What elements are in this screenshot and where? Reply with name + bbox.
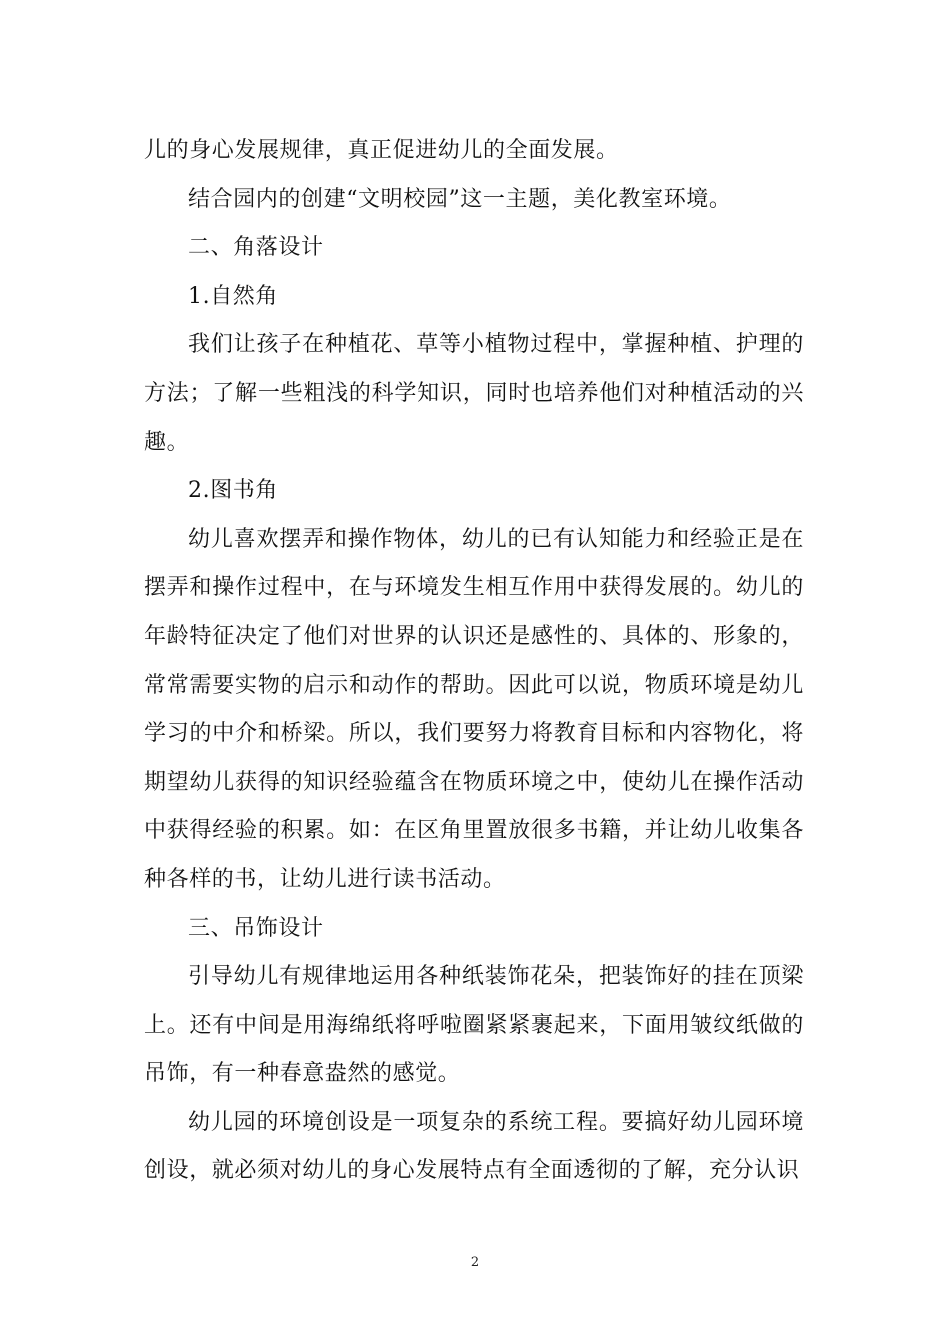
page-number: 2 <box>470 1255 480 1270</box>
paragraph: 结合园内的创建“文明校园”这一主题，美化教室环境。 <box>188 186 732 212</box>
paragraph: 幼儿喜欢摆弄和操作物体，幼儿的已有认知能力和经验正是在摆弄和操作过程中，在与环境发生相互作用中获得发展的。幼儿的年龄特征决定了他们对世界的认识还是感性的、具体的、形象的，常常需要实物的启示和动作的帮助。因此可以说，物质环境是幼儿学习的中介和桥梁。所以，我们要努力将教育目标和内容物化，将期望幼儿获得的知识经验蕴含在物质环境之中，使幼儿在操作活动中获得经验的积累。如：在区角里置放很多书籍，并让幼儿收集各种各样的书，让幼儿进行读书活动。 <box>144 526 804 892</box>
paragraph: 引导幼儿有规律地运用各种纸装饰花朵，把装饰好的挂在顶梁上。还有中间是用海绵纸将呼啦圈紧紧裹起来，下面用皱纹纸做的吊饰，有一种春意盎然的感觉。 <box>144 964 804 1087</box>
section-heading: 三、吊饰设计 <box>188 915 324 941</box>
paragraph: 我们让孩子在种植花、草等小植物过程中，掌握种植、护理的方法；了解一些粗浅的科学知识，同时也培养他们对种植活动的兴趣。 <box>144 332 804 455</box>
paragraph: 幼儿园的环境创设是一项复杂的系统工程。要搞好幼儿园环境创设，就必须对幼儿的身心发展特点有全面透彻的了解，充分认识 <box>144 1109 804 1184</box>
section-heading: 二、角落设计 <box>188 235 324 261</box>
paragraph-continuation: 儿的身心发展规律，真正促进幼儿的全面发展。 <box>144 138 619 163</box>
subsection-heading: 1.自然角 <box>188 283 278 309</box>
subsection-heading: 2.图书角 <box>188 478 278 504</box>
document-body <box>144 127 804 1196</box>
